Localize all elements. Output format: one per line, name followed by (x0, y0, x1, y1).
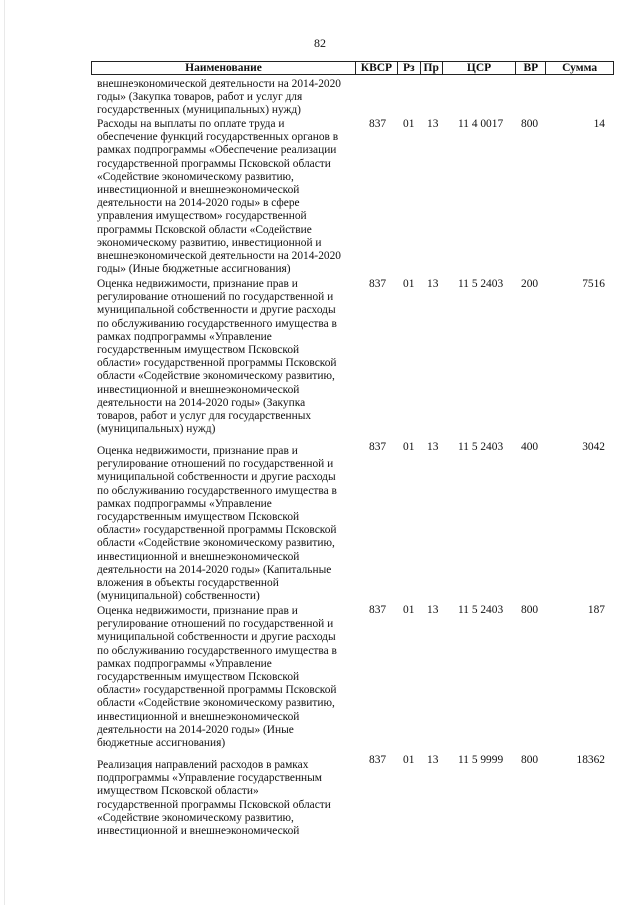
table-row-name (97, 78, 357, 118)
name-line: экономическому развитию, инвестиционной и (97, 236, 322, 249)
rz-cell: 01 (403, 754, 415, 766)
name-line: области» государственной программы Псковской (97, 524, 337, 537)
name-line: Реализация направлений расходов в рамках (97, 759, 309, 771)
name-line: инвестиционной и внешнеэкономической (97, 383, 300, 396)
name-line: по обслуживанию государственного имущества в (97, 317, 337, 330)
vr-cell: 800 (521, 754, 539, 766)
name-line: годы» (Закупка товаров, работ и услуг для (97, 91, 303, 104)
header-pr: Пр (420, 62, 442, 74)
table-row-values (0, 604, 640, 617)
header-sum: Сумма (545, 62, 613, 74)
table-row-name (97, 278, 357, 436)
name-line: области «Содействие экономическому развитию, (97, 537, 335, 550)
name-line: регулирование отношений по государственной и (97, 291, 334, 304)
sum-cell: 7516 (582, 278, 605, 290)
name-line: области «Содействие экономическому развитию, (97, 370, 335, 383)
kvsr-cell: 837 (369, 604, 387, 616)
name-line: государственных (муниципальных) нужд) (97, 104, 301, 117)
pr-cell: 13 (427, 118, 439, 130)
name-line: области «Содействие экономическому развитию, (97, 697, 335, 710)
kvsr-cell: 837 (369, 754, 387, 766)
csr-cell: 11 4 0017 (458, 118, 504, 130)
name-line: товаров, работ и услуг для государственных (97, 410, 312, 423)
name-line: рамках подпрограммы «Управление (97, 330, 272, 343)
name-line: государственной программы Псковской области (97, 798, 331, 811)
kvsr-cell: 837 (369, 118, 387, 130)
name-line: муниципальной собственности и другие расходы (97, 631, 336, 644)
table-row-values (0, 754, 640, 767)
name-line: государственной программы Псковской области (97, 157, 331, 170)
pr-cell: 13 (427, 754, 439, 766)
name-line: рамках подпрограммы «Обеспечение реализации (97, 144, 337, 157)
name-line: регулирование отношений по государственной и (97, 618, 334, 631)
kvsr-cell: 837 (369, 278, 387, 290)
sum-cell: 14 (593, 118, 605, 130)
csr-cell: 11 5 2403 (458, 278, 504, 290)
page-number: 82 (314, 36, 326, 50)
sum-cell: 18362 (576, 754, 605, 766)
name-line: программы Псковской области «Содействие (97, 223, 312, 236)
rz-cell: 01 (403, 441, 415, 453)
pr-cell: 13 (427, 604, 439, 616)
name-line: бюджетные ассигнования) (97, 737, 226, 750)
csr-cell: 11 5 2403 (458, 441, 504, 453)
name-line: Оценка недвижимости, признание прав и (97, 605, 298, 617)
vr-cell: 800 (521, 118, 539, 130)
name-line: муниципальной собственности и другие расходы (97, 304, 336, 317)
name-line: области» государственной программы Псковской (97, 357, 337, 370)
name-line: Оценка недвижимости, признание прав и (97, 445, 298, 457)
name-line: рамках подпрограммы «Управление (97, 657, 272, 670)
header-name: Наименование (185, 62, 262, 74)
name-line: инвестиционной и внешнеэкономической (97, 710, 300, 723)
name-line: инвестиционной и внешнеэкономической (97, 550, 300, 563)
pr-cell: 13 (427, 278, 439, 290)
table-row-name (97, 445, 357, 603)
pr-cell: 13 (427, 441, 439, 453)
name-line: внешнеэкономической деятельности на 2014-2020 (97, 78, 341, 90)
table-row-name (97, 118, 357, 276)
rz-cell: 01 (403, 604, 415, 616)
name-line: деятельности на 2014-2020 годы» (Капитальные (97, 563, 332, 576)
name-line: Расходы на выплаты по оплате труда и (97, 118, 285, 130)
vr-cell: 400 (521, 441, 539, 453)
header-csr: ЦСР (442, 62, 516, 74)
rz-cell: 01 (403, 278, 415, 290)
name-line: имуществом Псковской области» (97, 785, 259, 798)
name-line: государственным имуществом Псковской (97, 671, 300, 684)
kvsr-cell: 837 (369, 441, 387, 453)
name-line: подпрограммы «Управление государственным (97, 772, 323, 785)
name-line: рамках подпрограммы «Управление (97, 497, 272, 510)
csr-cell: 11 5 9999 (458, 754, 504, 766)
name-line: внешнеэкономической деятельности на 2014-2020 (97, 250, 341, 263)
table-row-values (0, 441, 640, 454)
name-line: области» государственной программы Псковской (97, 684, 337, 697)
name-line: деятельности на 2014-2020 годы» (Закупка (97, 396, 306, 409)
table-row-values (0, 278, 640, 291)
name-line: инвестиционной и внешнеэкономической (97, 184, 300, 197)
name-line: государственным имуществом Псковской (97, 344, 300, 357)
sum-cell: 187 (587, 604, 605, 616)
name-line: регулирование отношений по государственной и (97, 458, 334, 471)
vr-cell: 800 (521, 604, 539, 616)
name-line: обеспечение функций государственных органов в (97, 131, 339, 144)
name-line: Оценка недвижимости, признание прав и (97, 278, 298, 290)
name-line: (муниципальной) собственности) (97, 590, 260, 603)
rz-cell: 01 (403, 118, 415, 130)
header-vr: ВР (515, 62, 545, 74)
table-row-name (97, 605, 357, 750)
name-line: деятельности на 2014-2020 годы» (Иные (97, 723, 294, 736)
header-rz: Рз (397, 62, 420, 74)
vr-cell: 200 (521, 278, 539, 290)
name-line: по обслуживанию государственного имущества в (97, 644, 337, 657)
name-line: управления имуществом» государственной (97, 210, 307, 223)
name-line: вложения в объекты государственной (97, 577, 279, 590)
name-line: «Содействие экономическому развитию, (97, 170, 294, 183)
sum-cell: 3042 (582, 441, 605, 453)
header-kvsr: КВСР (355, 62, 397, 74)
name-line: деятельности на 2014-2020 годы» в сфере (97, 197, 300, 210)
table-row-name (97, 759, 357, 838)
csr-cell: 11 5 2403 (458, 604, 504, 616)
name-line: инвестиционной и внешнеэкономической (97, 825, 300, 838)
name-line: «Содействие экономическому развитию, (97, 811, 294, 824)
name-line: по обслуживанию государственного имущества в (97, 484, 337, 497)
table-header (91, 61, 614, 75)
name-line: государственным имуществом Псковской (97, 511, 300, 524)
table-row-values (0, 118, 640, 131)
name-line: муниципальной собственности и другие расходы (97, 471, 336, 484)
name-line: (муниципальных) нужд) (97, 423, 216, 436)
name-line: годы» (Иные бюджетные ассигнования) (97, 263, 291, 276)
